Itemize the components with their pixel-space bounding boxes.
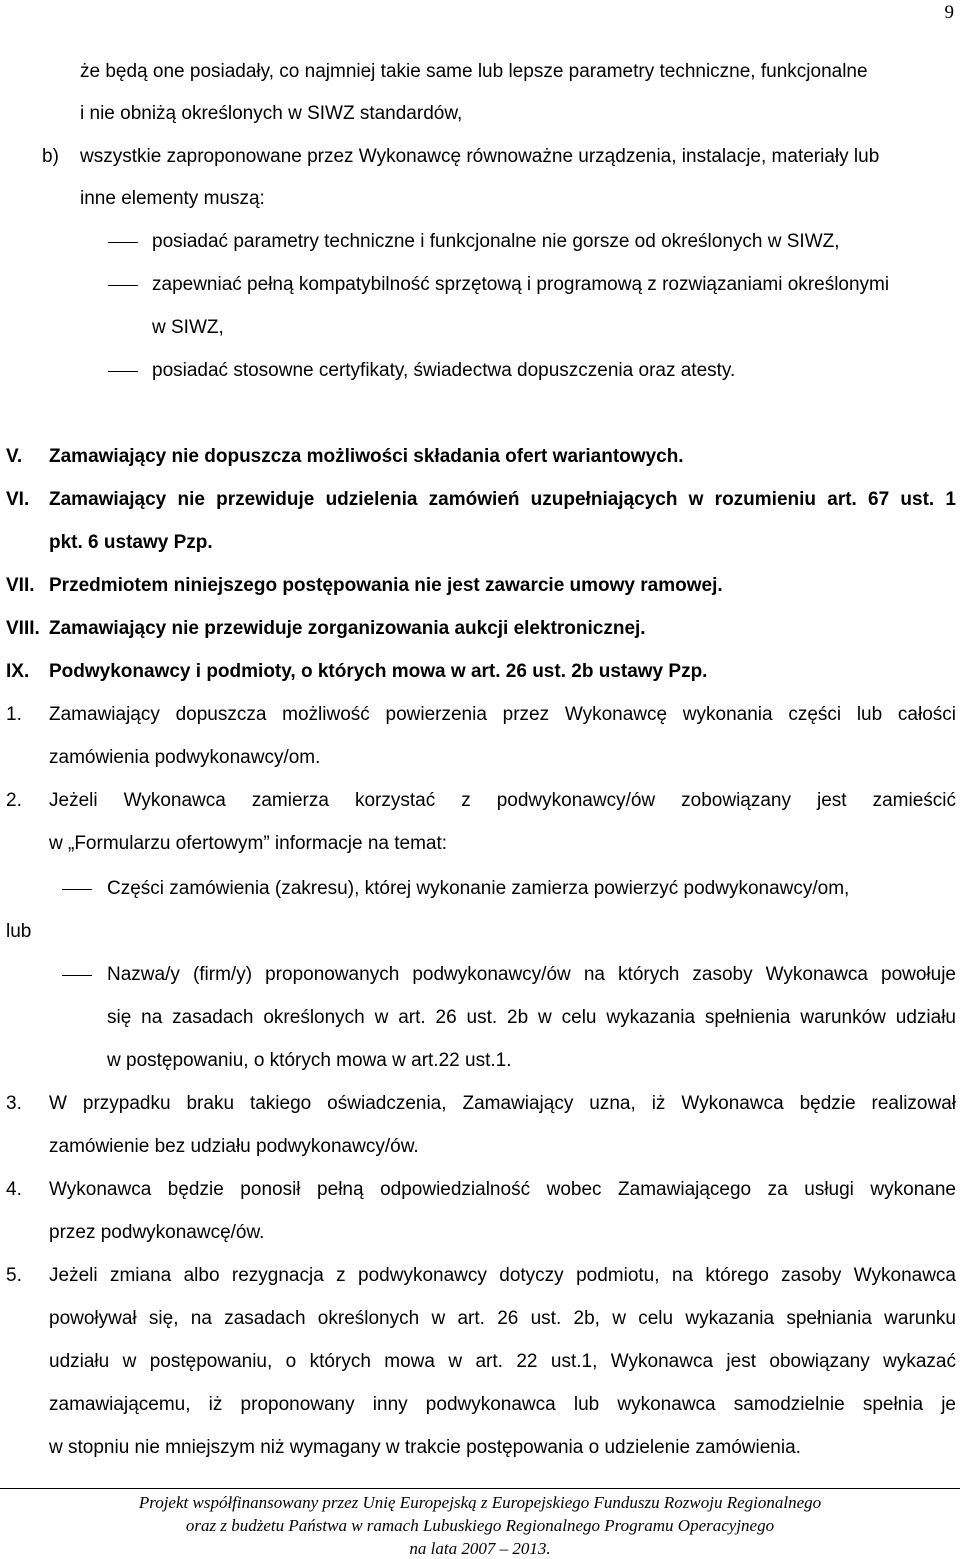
dash-bullet-icon xyxy=(108,285,138,286)
point-2-dash-item-1: Części zamówienia (zakresu), której wykonanie zamierza powierzyć podwykonawcy/om, xyxy=(107,878,850,899)
item-b-line-1: wszystkie zaproponowane przez Wykonawcę równoważne urządzenia, instalacje, materiały lub xyxy=(80,146,880,167)
section-v-text: Zamawiający nie dopuszcza możliwości składania ofert wariantowych. xyxy=(49,446,684,467)
point-2-line-2: w „Formularzu ofertowym” informacje na temat: xyxy=(49,833,448,854)
section-vii-label: VII. xyxy=(6,575,35,596)
point-2-line-1: Jeżeli Wykonawca zamierza korzystać z podwykonawcy/ów zobowiązany jest zamieścić xyxy=(49,790,956,811)
point-1-line-2: zamówienia podwykonawcy/om. xyxy=(49,747,321,768)
footer-line-2: oraz z budżetu Państwa w ramach Lubuskiego Regionalnego Programu Operacyjnego xyxy=(185,1516,775,1535)
point-2-or-connector: lub xyxy=(6,921,32,942)
section-viii-label: VIII. xyxy=(6,618,40,639)
footer-line-3: na lata 2007 – 2013. xyxy=(409,1539,551,1558)
point-5-line-4: zamawiającemu, iż proponowany inny podwykonawca lub wykonawca samodzielnie spełnia je xyxy=(49,1394,956,1415)
intro-line-1: że będą one posiadały, co najmniej takie same lub lepsze parametry techniczne, funkcjonalne xyxy=(80,61,868,82)
b-dash-item-1: posiadać parametry techniczne i funkcjonalne nie gorsze od określonych w SIWZ, xyxy=(152,231,840,252)
section-ix-text: Podwykonawcy i podmioty, o których mowa w art. 26 ust. 2b ustawy Pzp. xyxy=(49,661,708,682)
point-5-line-5: w stopniu nie mniejszym niż wymagany w trakcie postępowania o udzielenie zamówienia. xyxy=(49,1437,801,1458)
point-1-label: 1. xyxy=(6,704,22,725)
section-vii-text: Przedmiotem niniejszego postępowania nie jest zawarcie umowy ramowej. xyxy=(49,575,723,596)
b-dash-item-2-line-2: w SIWZ, xyxy=(152,317,224,338)
intro-line-2: i nie obniżą określonych w SIWZ standardów, xyxy=(80,103,463,124)
page-number: 9 xyxy=(944,2,954,23)
point-3-line-2: zamówienie bez udziału podwykonawcy/ów. xyxy=(49,1136,419,1157)
point-5-line-1: Jeżeli zmiana albo rezygnacja z podwykonawcy dotyczy podmiotu, na którego zasoby Wykonawca xyxy=(49,1265,956,1286)
point-2-dash-item-2-line-3: w postępowaniu, o których mowa w art.22 ust.1. xyxy=(107,1050,512,1071)
point-4-line-2: przez podwykonawcę/ów. xyxy=(49,1222,265,1243)
point-5-label: 5. xyxy=(6,1265,22,1286)
point-2-dash-item-2-line-1: Nazwa/y (firm/y) proponowanych podwykonawcy/ów na których zasoby Wykonawca powołuje xyxy=(107,964,956,985)
dash-bullet-icon xyxy=(62,975,92,976)
point-5-line-2: powoływał się, na zasadach określonych w art. 26 ust. 2b, w celu wykazania spełniania warunku xyxy=(49,1308,956,1329)
b-dash-item-3: posiadać stosowne certyfikaty, świadectwa dopuszczenia oraz atesty. xyxy=(152,360,736,381)
dash-bullet-icon xyxy=(62,889,92,890)
section-vi-line-2: pkt. 6 ustawy Pzp. xyxy=(49,532,213,553)
footer-rule xyxy=(0,1488,960,1489)
point-2-dash-item-2-line-2: się na zasadach określonych w art. 26 ust. 2b w celu wykazania spełnienia warunków udziału xyxy=(107,1007,956,1028)
footer-line-1: Projekt współfinansowany przez Unię Europejską z Europejskiego Funduszu Rozwoju Regionalnego xyxy=(138,1493,822,1512)
dash-bullet-icon xyxy=(108,371,138,372)
item-b-label: b) xyxy=(42,146,59,167)
section-v-label: V. xyxy=(6,446,23,467)
item-b-line-2: inne elementy muszą: xyxy=(80,188,265,209)
b-dash-item-2-line-1: zapewniać pełną kompatybilność sprzętową i programową z rozwiązaniami określonymi xyxy=(152,274,890,295)
point-1-line-1: Zamawiający dopuszcza możliwość powierzenia przez Wykonawcę wykonania części lub całości xyxy=(49,704,956,725)
point-3-label: 3. xyxy=(6,1093,22,1114)
point-4-line-1: Wykonawca będzie ponosił pełną odpowiedzialność wobec Zamawiającego za usługi wykonane xyxy=(49,1179,956,1200)
dash-bullet-icon xyxy=(108,242,138,243)
section-ix-label: IX. xyxy=(6,661,30,682)
point-5-line-3: udziału w postępowaniu, o których mowa w art. 22 ust.1, Wykonawca jest obowiązany wykazać xyxy=(49,1351,956,1372)
section-viii-text: Zamawiający nie przewiduje zorganizowania aukcji elektronicznej. xyxy=(49,618,646,639)
point-2-label: 2. xyxy=(6,790,22,811)
section-vi-label: VI. xyxy=(6,489,30,510)
point-4-label: 4. xyxy=(6,1179,22,1200)
point-3-line-1: W przypadku braku takiego oświadczenia, Zamawiający uzna, iż Wykonawca będzie realizował xyxy=(49,1093,956,1114)
section-vi-line-1: Zamawiający nie przewiduje udzielenia zamówień uzupełniających w rozumieniu art. 67 ust. 1 xyxy=(49,489,956,510)
